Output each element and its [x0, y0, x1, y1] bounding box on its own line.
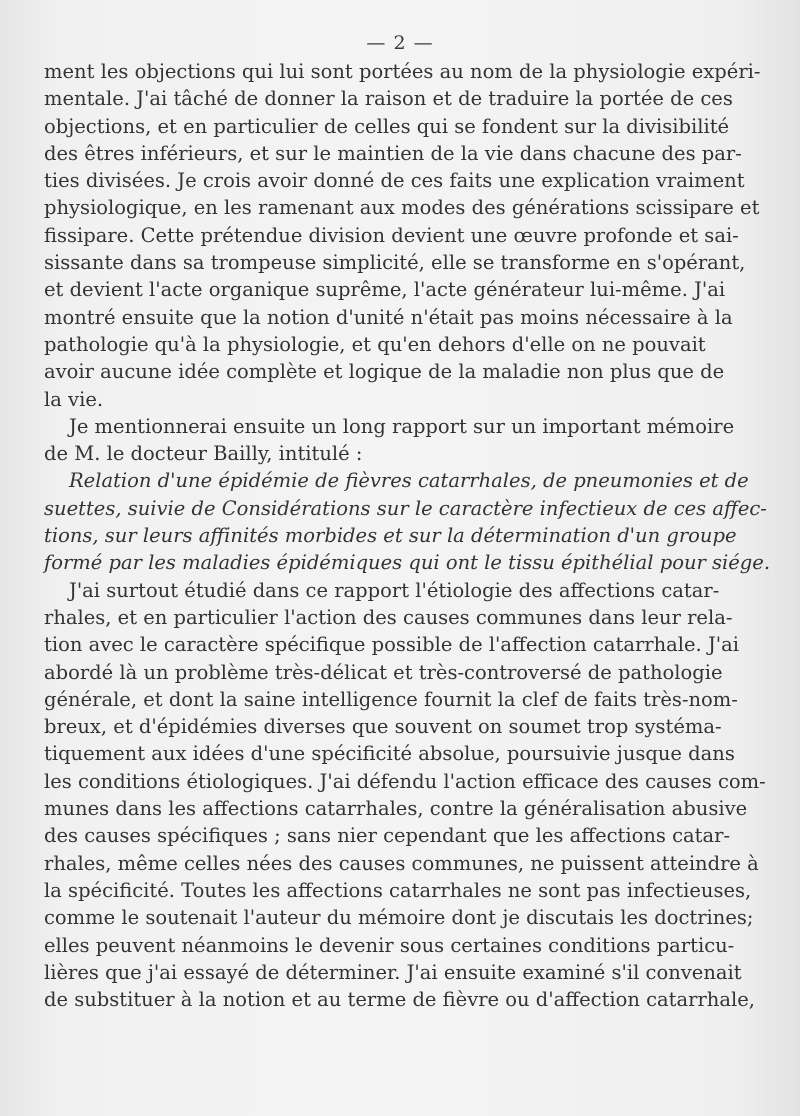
text-line: sissante dans sa trompeuse simplicité, elle se transforme en s'opérant, [44, 251, 746, 275]
title-line: tions, sur leurs affinités morbides et sur la détermination d'un groupe [44, 524, 737, 548]
title-line: Relation d'une épidémie de fièvres catarrhales, de pneumonies et de [69, 469, 749, 493]
text-line: des êtres inférieurs, et sur le maintien de la vie dans chacune des par- [44, 141, 742, 165]
text-line: et devient l'acte organique suprême, l'acte générateur lui-même. J'ai [44, 278, 726, 302]
text-line: tion avec le caractère spécifique possible de l'affection catarrhale. J'ai [44, 633, 739, 657]
page-number: — 2 — [366, 32, 434, 54]
text-line: mentale. J'ai tâché de donner la raison et de traduire la portée de ces [44, 87, 733, 111]
title-line: formé par les maladies épidémiques qui ont le tissu épithélial pour siége. [44, 551, 771, 575]
text-line: ties divisées. Je crois avoir donné de ces faits une explication vraiment [44, 169, 745, 193]
text-line: de M. le docteur Bailly, intitulé : [44, 442, 363, 466]
text-line: la spécificité. Toutes les affections catarrhales ne sont pas infectieuses, [44, 878, 752, 902]
text-line: physiologique, en les ramenant aux modes des générations scissipare et [44, 196, 760, 220]
text-line: objections, et en particulier de celles qui se fondent sur la divisibilité [44, 114, 730, 138]
text-line: elles peuvent néanmoins le devenir sous certaines conditions particu- [44, 933, 735, 957]
text-line: les conditions étiologiques. J'ai défendu l'action efficace des causes com- [44, 769, 766, 793]
body-text [44, 58, 771, 1013]
text-line: fissipare. Cette prétendue division devient une œuvre profonde et sai- [44, 223, 739, 247]
text-line: tiquement aux idées d'une spécificité absolue, poursuivie jusque dans [44, 742, 735, 766]
text-line: munes dans les affections catarrhales, contre la généralisation abusive [44, 797, 748, 821]
text-line: rhales, et en particulier l'action des causes communes dans leur rela- [44, 605, 733, 629]
text-line: abordé là un problème très-délicat et très-controversé de pathologie [44, 660, 723, 684]
text-line: pathologie qu'à la physiologie, et qu'en dehors d'elle on ne pouvait [44, 332, 706, 356]
text-line: des causes spécifiques ; sans nier cependant que les affections catar- [44, 824, 731, 848]
text-line: générale, et dont la saine intelligence fournit la clef de faits très-nom- [44, 687, 738, 711]
text-line: la vie. [44, 387, 104, 411]
text-line: rhales, même celles nées des causes communes, ne puissent atteindre à [44, 851, 759, 875]
text-line: comme le soutenait l'auteur du mémoire dont je discutais les doctrines; [44, 906, 754, 930]
title-line: suettes, suivie de Considérations sur le caractère infectieux de ces affec- [44, 496, 767, 520]
text-line: breux, et d'épidémies diverses que souvent on soumet trop systéma- [44, 715, 722, 739]
text-line: avoir aucune idée complète et logique de la maladie non plus que de [44, 360, 725, 384]
text-line: ment les objections qui lui sont portées au nom de la physiologie expéri- [44, 60, 761, 83]
text-line: montré ensuite que la notion d'unité n'était pas moins nécessaire à la [44, 305, 733, 329]
text-line: Je mentionnerai ensuite un long rapport sur un important mémoire [69, 414, 735, 438]
text-line: J'ai surtout étudié dans ce rapport l'étiologie des affections catar- [69, 578, 720, 602]
text-line: de substituer à la notion et au terme de fièvre ou d'affection catarrhale, [44, 988, 755, 1012]
text-line: lières que j'ai essayé de déterminer. J'ai ensuite examiné s'il convenait [44, 960, 742, 984]
